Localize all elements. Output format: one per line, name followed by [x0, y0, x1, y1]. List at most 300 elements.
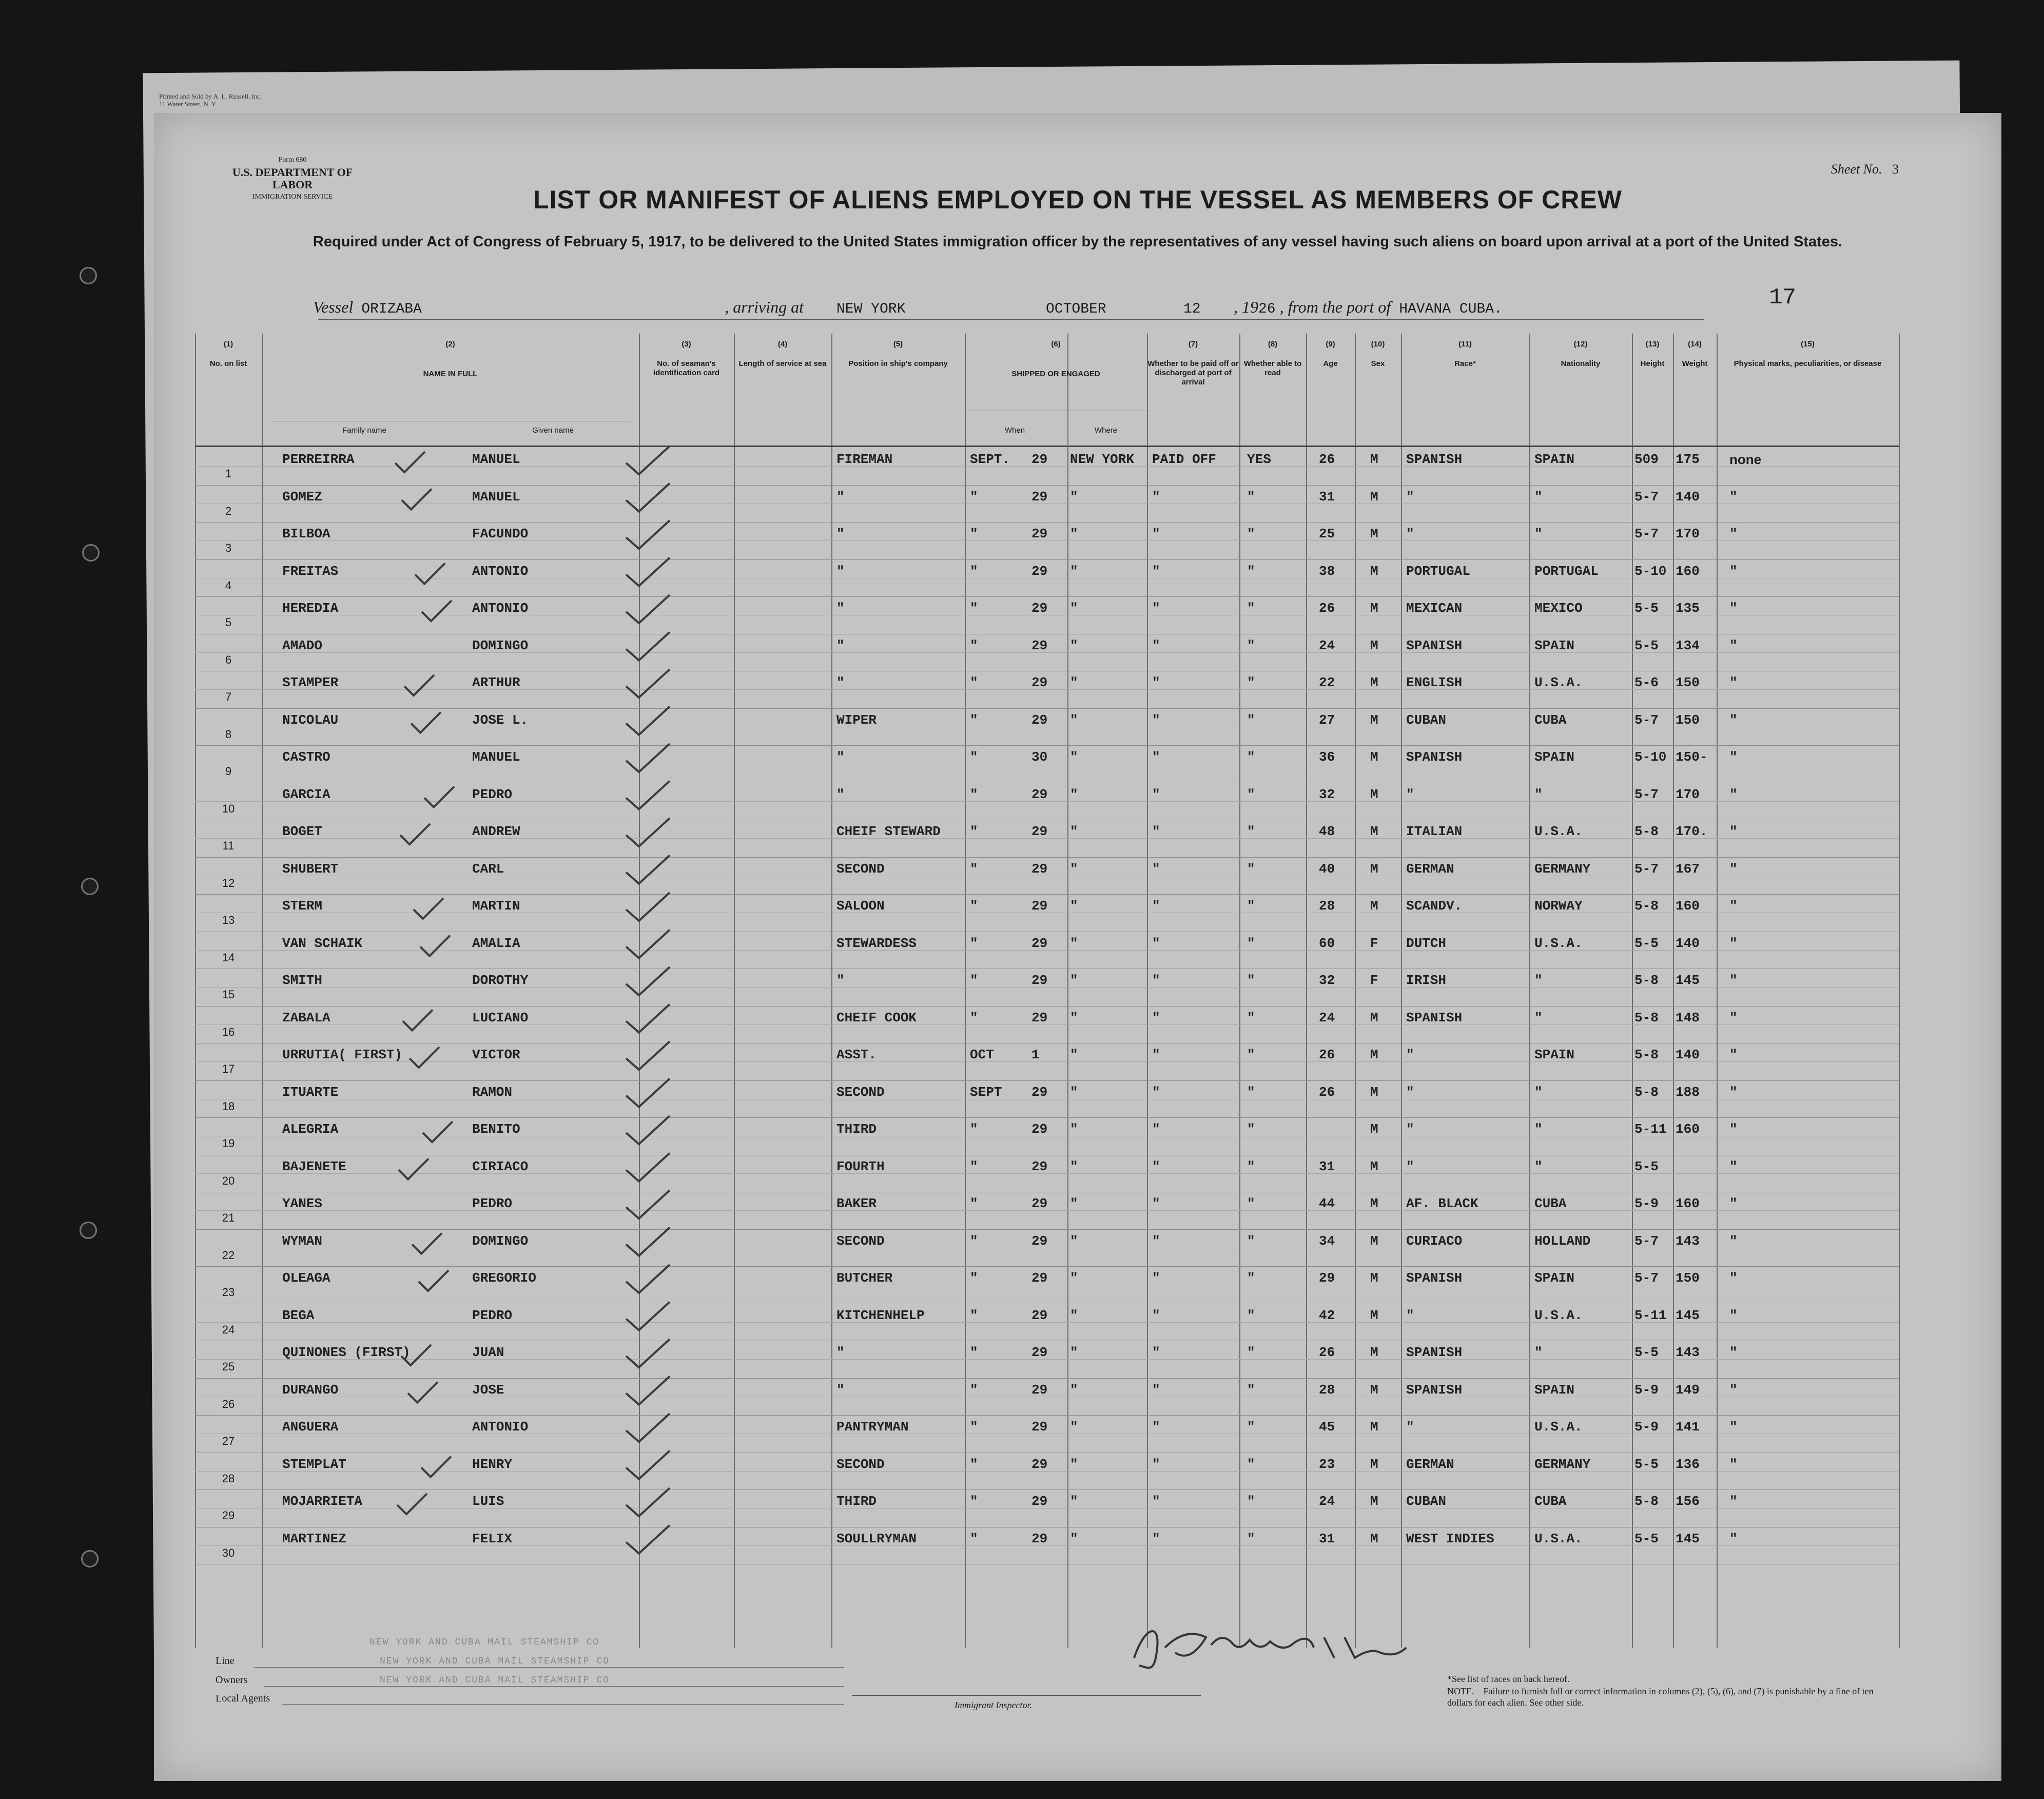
cell-paid: ": [1152, 749, 1160, 765]
column-header-c9: [1306, 340, 1355, 369]
cell-given: JOSE L.: [472, 712, 529, 728]
cell-family: OLEAGA: [282, 1270, 330, 1286]
cell-height: 5-10: [1634, 749, 1667, 765]
manifest-sheet: [154, 113, 2001, 1781]
cell-position: THIRD: [836, 1494, 877, 1509]
cell-paid: ": [1152, 489, 1160, 505]
cell-paid: ": [1152, 1531, 1160, 1546]
cell-marks: ": [1729, 712, 1738, 728]
column-header-c8: [1239, 340, 1306, 378]
cell-given: CARL: [472, 861, 504, 877]
cell-nat: SPAIN: [1534, 637, 1575, 653]
cell-read: ": [1247, 675, 1255, 690]
column-header-text: (1): [223, 340, 233, 349]
shipped-subdivider: [1067, 411, 1068, 447]
cell-given: ANTONIO: [472, 563, 529, 579]
row-number: 10: [222, 802, 235, 815]
cell-sex: M: [1370, 1382, 1378, 1398]
cell-family: BOGET: [282, 824, 323, 839]
cell-read: ": [1247, 1307, 1255, 1323]
cell-when-m: ": [970, 1382, 978, 1398]
column-rule: [1529, 334, 1530, 1648]
cell-race: DUTCH: [1406, 935, 1447, 951]
row-rule: [195, 596, 1899, 597]
cell-race: SPANISH: [1406, 1270, 1463, 1286]
cell-read: ": [1247, 1382, 1255, 1398]
cell-where: ": [1070, 1456, 1078, 1472]
cell-where: ": [1070, 1382, 1078, 1398]
vessel-name: ORIZABA: [361, 301, 422, 317]
from-port-label: , from the port of: [1279, 298, 1391, 316]
cell-nat: SPAIN: [1534, 1047, 1575, 1062]
cell-paid: ": [1152, 1456, 1160, 1472]
row-rule: [195, 708, 1899, 709]
cell-when-m: ": [970, 526, 978, 541]
cell-when-d: 29: [1031, 489, 1048, 505]
cell-when-d: 1: [1031, 1047, 1040, 1062]
cell-height: 5-8: [1634, 1010, 1659, 1026]
cell-when-m: ": [970, 1531, 978, 1546]
cell-sex: M: [1370, 712, 1378, 728]
cell-family: WYMAN: [282, 1233, 323, 1249]
cell-paid: ": [1152, 861, 1160, 877]
column-rule: [1673, 334, 1674, 1648]
cell-where: ": [1070, 1307, 1078, 1323]
cell-family: URRUTIA( FIRST): [282, 1047, 403, 1062]
cell-given: LUIS: [472, 1494, 504, 1509]
agents-label: Local Agents: [216, 1693, 270, 1704]
cell-nat: ": [1534, 1345, 1543, 1360]
column-subheader-c2b: Given name: [532, 426, 574, 435]
cell-sex: M: [1370, 1345, 1378, 1360]
cell-position: SECOND: [836, 861, 885, 877]
cell-given: JUAN: [472, 1345, 504, 1360]
column-header-text: (5): [893, 340, 903, 349]
cell-marks: ": [1729, 1233, 1738, 1249]
cell-where: ": [1070, 1196, 1078, 1211]
owners-rule: [264, 1686, 844, 1687]
row-rule: [195, 1117, 1899, 1118]
cell-nat: CUBA: [1534, 1196, 1567, 1211]
cell-family: ZABALA: [282, 1010, 330, 1026]
cell-position: SALOON: [836, 898, 885, 914]
cell-when-d: 29: [1031, 712, 1048, 728]
form-department: U.S. DEPARTMENT OF LABOR: [232, 166, 353, 191]
cell-sex: M: [1370, 526, 1378, 541]
cell-given: HENRY: [472, 1456, 513, 1472]
column-header-c13: [1632, 340, 1673, 369]
cell-sex: M: [1370, 1047, 1378, 1062]
printer-line: Printed and Sold by A. L. Russell, Inc.: [159, 92, 262, 100]
cell-race: CUBAN: [1406, 1494, 1447, 1509]
cell-family: GOMEZ: [282, 489, 323, 505]
cell-paid: ": [1152, 1494, 1160, 1509]
cell-height: 5-9: [1634, 1196, 1659, 1211]
cell-age: 26: [1319, 1345, 1335, 1360]
cell-given: MANUEL: [472, 749, 520, 765]
cell-given: ANTONIO: [472, 1419, 529, 1435]
cell-height: 5-5: [1634, 601, 1659, 616]
cell-paid: ": [1152, 1196, 1160, 1211]
column-header-text: Length of service at sea: [738, 359, 827, 368]
row-number: 27: [222, 1435, 235, 1447]
cell-age: 60: [1319, 935, 1335, 951]
row-number: 19: [222, 1137, 235, 1150]
cell-given: GREGORIO: [472, 1270, 536, 1286]
cell-where: ": [1070, 786, 1078, 802]
cell-age: 24: [1319, 637, 1335, 653]
cell-weight: 140: [1676, 1047, 1700, 1062]
cell-read: ": [1247, 973, 1255, 988]
cell-age: 28: [1319, 1382, 1335, 1398]
cell-given: DOMINGO: [472, 1233, 529, 1249]
cell-age: 31: [1319, 489, 1335, 505]
line-rule: [254, 1667, 844, 1668]
cell-paid: PAID OFF: [1152, 452, 1216, 467]
cell-weight: 160: [1676, 898, 1700, 914]
cell-when-m: ": [970, 1270, 978, 1286]
header-rule: [195, 446, 1899, 447]
cell-marks: ": [1729, 601, 1738, 616]
cell-age: 27: [1319, 712, 1335, 728]
cell-height: 5-7: [1634, 712, 1659, 728]
cell-when-m: ": [970, 563, 978, 579]
column-header-text: No. on list: [209, 359, 247, 368]
vessel-label: Vessel: [313, 298, 354, 316]
races-note: *See list of races on back hereof.: [1447, 1674, 1570, 1684]
inspector-rule: [852, 1695, 1201, 1696]
cell-when-m: ": [970, 1494, 978, 1509]
cell-position: ": [836, 601, 845, 616]
cell-where: ": [1070, 1270, 1078, 1286]
column-subheader-c2a: Family name: [342, 426, 386, 435]
column-header-text: (3): [682, 340, 691, 349]
cell-height: 5-9: [1634, 1382, 1659, 1398]
cell-when-d: 29: [1031, 1196, 1048, 1211]
cell-paid: ": [1152, 1382, 1160, 1398]
cell-age: 23: [1319, 1456, 1335, 1472]
cell-family: STEMPLAT: [282, 1456, 346, 1472]
cell-marks: ": [1729, 935, 1738, 951]
cell-where: ": [1070, 1345, 1078, 1360]
cell-marks: ": [1729, 1419, 1738, 1435]
cell-weight: 150: [1676, 1270, 1700, 1286]
cell-read: ": [1247, 601, 1255, 616]
cell-paid: ": [1152, 1307, 1160, 1323]
row-number: 26: [222, 1397, 235, 1410]
cell-nat: GERMANY: [1534, 1456, 1591, 1472]
cell-age: 24: [1319, 1010, 1335, 1026]
row-number: 30: [222, 1546, 235, 1559]
cell-when-d: 29: [1031, 1531, 1048, 1546]
cell-sex: M: [1370, 1270, 1378, 1286]
cell-age: 31: [1319, 1158, 1335, 1174]
cell-position: ": [836, 637, 845, 653]
cell-sex: M: [1370, 489, 1378, 505]
cell-read: ": [1247, 1345, 1255, 1360]
binder-hole: [81, 878, 99, 895]
row-number: 9: [225, 765, 232, 778]
cell-paid: ": [1152, 1158, 1160, 1174]
row-number: 15: [222, 988, 235, 1001]
cell-when-m: ": [970, 935, 978, 951]
cell-weight: 156: [1676, 1494, 1700, 1509]
cell-sex: M: [1370, 861, 1378, 877]
cell-given: MANUEL: [472, 452, 520, 467]
cell-read: YES: [1247, 452, 1271, 467]
cell-paid: ": [1152, 712, 1160, 728]
cell-given: DOROTHY: [472, 973, 529, 988]
vessel-line: [313, 298, 1503, 317]
cell-position: FIREMAN: [836, 452, 893, 467]
form-number: Form 680: [278, 156, 307, 164]
cell-when-d: 29: [1031, 861, 1048, 877]
cell-weight: 160: [1676, 563, 1700, 579]
cell-read: ": [1247, 1121, 1255, 1137]
cell-race: ENGLISH: [1406, 675, 1463, 690]
column-header-text: Position in ship's company: [848, 359, 948, 368]
column-header-c1: [195, 340, 262, 369]
cell-weight: 145: [1676, 1531, 1700, 1546]
cell-age: 38: [1319, 563, 1335, 579]
cell-weight: 145: [1676, 973, 1700, 988]
row-number: 20: [222, 1174, 235, 1187]
cell-family: SMITH: [282, 973, 323, 988]
row-number: 1: [225, 467, 232, 480]
cell-position: PANTRYMAN: [836, 1419, 909, 1435]
cell-weight: 188: [1676, 1084, 1700, 1100]
cell-age: 42: [1319, 1307, 1335, 1323]
cell-position: BUTCHER: [836, 1270, 893, 1286]
cell-when-m: ": [970, 749, 978, 765]
cell-when-d: 29: [1031, 452, 1048, 467]
cell-when-m: ": [970, 786, 978, 802]
cell-position: SECOND: [836, 1084, 885, 1100]
column-header-c2: [262, 340, 639, 379]
cell-height: 5-10: [1634, 563, 1667, 579]
cell-age: 45: [1319, 1419, 1335, 1435]
cell-family: ALEGRIA: [282, 1121, 339, 1137]
cell-where: ": [1070, 1494, 1078, 1509]
cell-sex: M: [1370, 1307, 1378, 1323]
cell-sex: M: [1370, 1121, 1378, 1137]
cell-race: CURIACO: [1406, 1233, 1463, 1249]
column-header-text: (15): [1801, 340, 1815, 349]
column-header-c14: [1673, 340, 1717, 369]
cell-paid: ": [1152, 526, 1160, 541]
row-number: 23: [222, 1286, 235, 1299]
cell-position: ": [836, 973, 845, 988]
cell-weight: 170: [1676, 786, 1700, 802]
cell-race: SPANISH: [1406, 1382, 1463, 1398]
cell-where: ": [1070, 824, 1078, 839]
row-rule: [195, 745, 1899, 746]
cell-marks: none: [1729, 452, 1762, 467]
cell-weight: 149: [1676, 1382, 1700, 1398]
cell-where: ": [1070, 601, 1078, 616]
cell-where: ": [1070, 1010, 1078, 1026]
cell-when-m: ": [970, 1010, 978, 1026]
cell-race: SPANISH: [1406, 637, 1463, 653]
cell-when-d: 29: [1031, 675, 1048, 690]
column-header-c5: [831, 340, 965, 369]
cell-paid: ": [1152, 1121, 1160, 1137]
column-subheader-c6a: When: [1004, 426, 1025, 435]
cell-sex: M: [1370, 786, 1378, 802]
row-number: 11: [222, 839, 235, 852]
cell-when-d: 29: [1031, 1419, 1048, 1435]
cell-paid: ": [1152, 1084, 1160, 1100]
cell-paid: ": [1152, 935, 1160, 951]
cell-race: ": [1406, 786, 1414, 802]
cell-when-m: ": [970, 1121, 978, 1137]
arriving-label: , arriving at: [725, 298, 804, 316]
column-rule: [195, 334, 196, 1648]
inspector-signature: [1129, 1617, 1447, 1673]
cell-given: AMALIA: [472, 935, 520, 951]
cell-given: ARTHUR: [472, 675, 520, 690]
cell-marks: ": [1729, 1307, 1738, 1323]
cell-position: SECOND: [836, 1233, 885, 1249]
cell-position: ASST.: [836, 1047, 877, 1062]
cell-family: QUINONES (FIRST): [282, 1345, 411, 1360]
cell-marks: ": [1729, 1121, 1738, 1137]
row-rule: [195, 894, 1899, 895]
cell-marks: ": [1729, 1382, 1738, 1398]
row-number: 12: [222, 876, 235, 889]
cell-read: ": [1247, 563, 1255, 579]
cell-marks: ": [1729, 898, 1738, 914]
cell-sex: M: [1370, 1419, 1378, 1435]
cell-paid: ": [1152, 824, 1160, 839]
column-header-c3: [639, 340, 734, 378]
column-rule: [1632, 334, 1633, 1648]
cell-nat: MEXICO: [1534, 601, 1583, 616]
cell-height: 5-6: [1634, 675, 1659, 690]
cell-nat: SPAIN: [1534, 452, 1575, 467]
cell-race: ": [1406, 1084, 1414, 1100]
cell-position: FOURTH: [836, 1158, 885, 1174]
column-header-text: (10): [1371, 340, 1385, 349]
row-number: 7: [225, 690, 232, 703]
cell-given: PEDRO: [472, 1307, 513, 1323]
cell-paid: ": [1152, 675, 1160, 690]
cell-height: 5-8: [1634, 898, 1659, 914]
row-number: 17: [222, 1062, 235, 1075]
cell-nat: U.S.A.: [1534, 1531, 1583, 1546]
cell-family: SHUBERT: [282, 861, 339, 877]
cell-weight: 160: [1676, 1121, 1700, 1137]
departure-port: HAVANA CUBA.: [1399, 301, 1503, 317]
cell-height: 5-8: [1634, 973, 1659, 988]
cell-paid: ": [1152, 1419, 1160, 1435]
cell-when-m: ": [970, 675, 978, 690]
cell-nat: U.S.A.: [1534, 824, 1583, 839]
cell-position: ": [836, 563, 845, 579]
cell-race: IRISH: [1406, 973, 1447, 988]
cell-when-d: 29: [1031, 1233, 1048, 1249]
cell-marks: ": [1729, 861, 1738, 877]
inspector-label: Immigrant Inspector.: [955, 1700, 1032, 1710]
cell-when-d: 29: [1031, 1382, 1048, 1398]
cell-given: LUCIANO: [472, 1010, 529, 1026]
cell-race: GERMAN: [1406, 1456, 1454, 1472]
cell-read: ": [1247, 1456, 1255, 1472]
cell-when-m: SEPT: [970, 1084, 1002, 1100]
cell-weight: 140: [1676, 935, 1700, 951]
cell-given: MANUEL: [472, 489, 520, 505]
row-rule: [195, 485, 1899, 486]
arrival-month: OCTOBER: [1045, 301, 1106, 317]
cell-when-d: 29: [1031, 1270, 1048, 1286]
cell-where: ": [1070, 1419, 1078, 1435]
cell-family: AMADO: [282, 637, 323, 653]
cell-weight: 175: [1676, 452, 1700, 467]
cell-height: 5-9: [1634, 1419, 1659, 1435]
page-subtitle: Required under Act of Congress of February 5, 1917, to be delivered to the United States immigration officer by the representatives of any vessel having such aliens on board upon arrival at a port of the United States.: [313, 234, 1843, 250]
row-number: 25: [222, 1360, 235, 1373]
row-number: 29: [222, 1509, 235, 1522]
cell-height: 5-8: [1634, 1494, 1659, 1509]
row-number: 14: [222, 951, 235, 964]
cell-where: ": [1070, 1084, 1078, 1100]
cell-given: ANTONIO: [472, 601, 529, 616]
cell-position: SOULLRYMAN: [836, 1531, 917, 1546]
cell-age: 28: [1319, 898, 1335, 914]
cell-age: 31: [1319, 1531, 1335, 1546]
cell-where: ": [1070, 861, 1078, 877]
column-subheader-c6b: Where: [1094, 426, 1118, 435]
cell-when-m: ": [970, 973, 978, 988]
column-header-text: (2): [445, 340, 455, 349]
cell-marks: ": [1729, 489, 1738, 505]
cell-weight: 145: [1676, 1307, 1700, 1323]
cell-paid: ": [1152, 786, 1160, 802]
column-header-text: (4): [777, 340, 788, 349]
cell-race: AF. BLACK: [1406, 1196, 1478, 1211]
cell-given: FELIX: [472, 1531, 513, 1546]
cell-where: ": [1070, 712, 1078, 728]
owners-stamp: NEW YORK AND CUBA MAIL STEAMSHIP CO: [380, 1656, 610, 1667]
column-header-text: No. of seaman's identification card: [653, 359, 720, 377]
column-header-text: Weight: [1682, 359, 1708, 368]
row-number: 13: [222, 914, 235, 926]
cell-paid: ": [1152, 973, 1160, 988]
cell-family: STERM: [282, 898, 323, 914]
cell-race: GERMAN: [1406, 861, 1454, 877]
cell-nat: ": [1534, 1158, 1543, 1174]
cell-where: ": [1070, 1233, 1078, 1249]
column-header-text: Age: [1323, 359, 1338, 368]
cell-family: MOJARRIETA: [282, 1494, 363, 1509]
cell-where: ": [1070, 898, 1078, 914]
cell-height: 5-11: [1634, 1307, 1667, 1323]
cell-read: ": [1247, 861, 1255, 877]
column-header-text: (8): [1268, 340, 1278, 349]
cell-marks: ": [1729, 1084, 1738, 1100]
cell-nat: GERMANY: [1534, 861, 1591, 877]
cell-weight: 170.: [1676, 824, 1708, 839]
cell-family: YANES: [282, 1196, 323, 1211]
column-header-c11: [1401, 340, 1529, 369]
cell-race: CUBAN: [1406, 712, 1447, 728]
cell-where: ": [1070, 1531, 1078, 1546]
cell-marks: ": [1729, 1196, 1738, 1211]
cell-read: ": [1247, 1531, 1255, 1546]
cell-weight: 148: [1676, 1010, 1700, 1026]
cell-sex: M: [1370, 452, 1378, 467]
cell-sex: M: [1370, 1158, 1378, 1174]
